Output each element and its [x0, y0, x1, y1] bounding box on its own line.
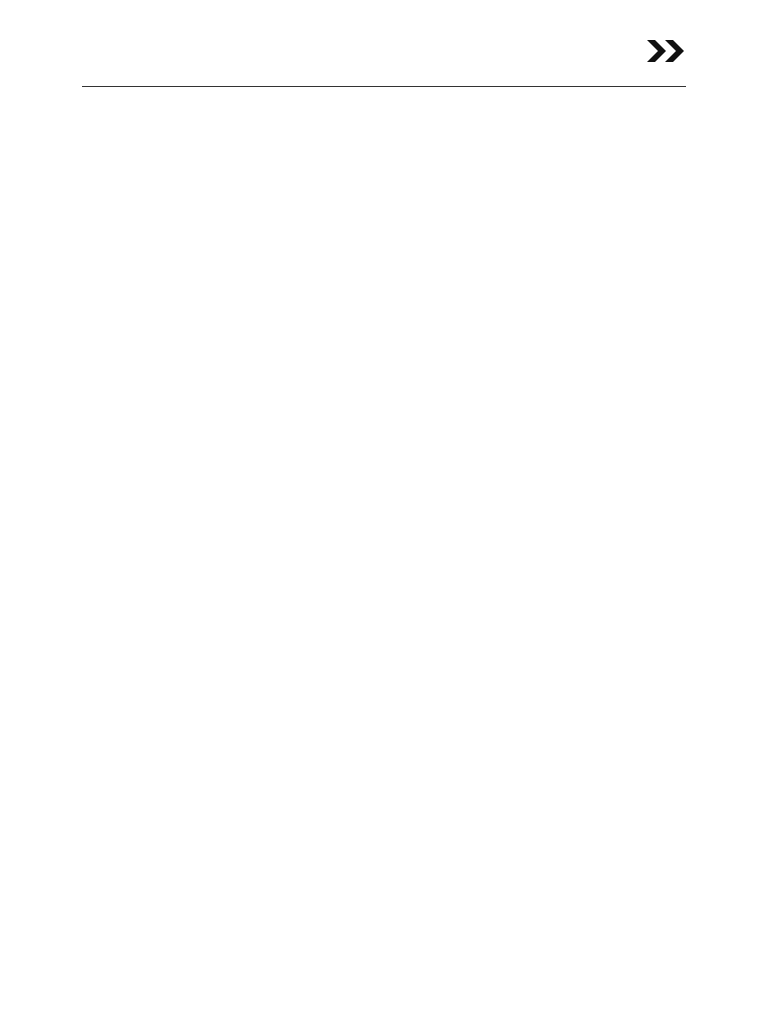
header-divider — [82, 86, 686, 87]
double-chevron-icon — [647, 40, 687, 62]
headway-logo — [505, 28, 695, 84]
